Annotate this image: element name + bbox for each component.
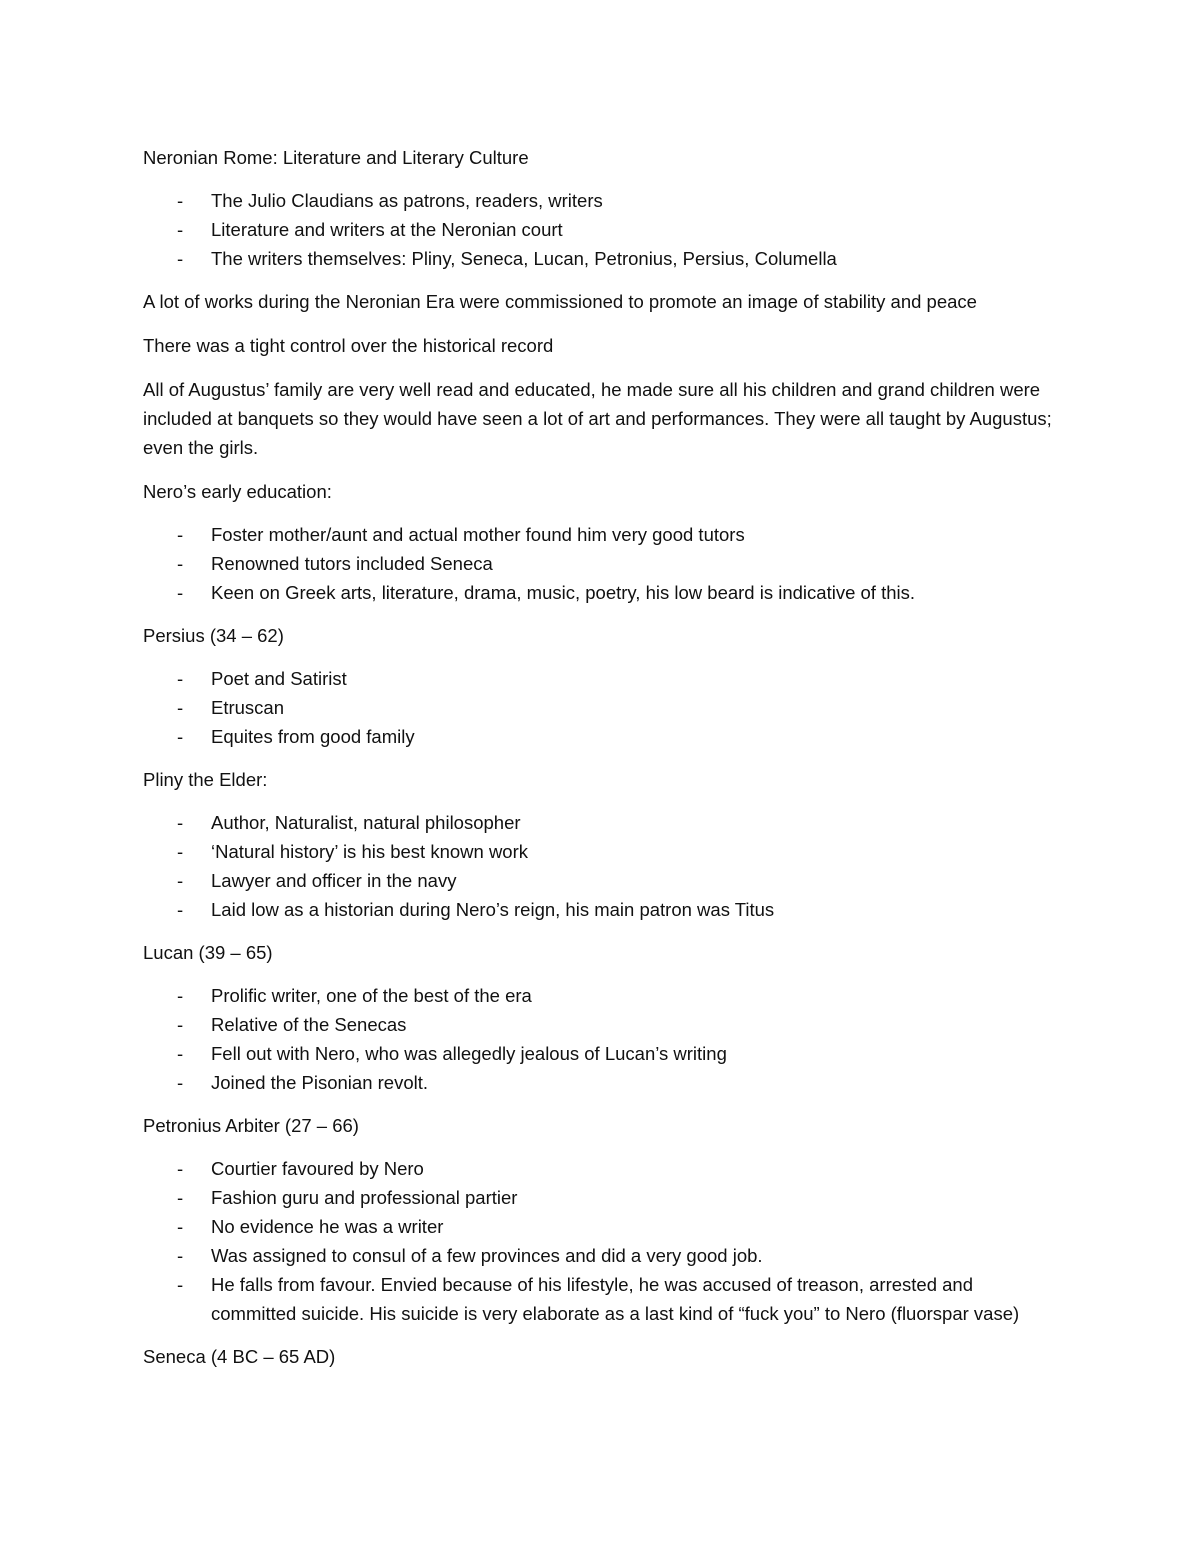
dash-bullet-icon: -: [177, 1216, 184, 1237]
list-item: [143, 549, 1063, 578]
list-item: [143, 895, 1063, 924]
list-item: [143, 1068, 1063, 1097]
dash-bullet-icon: -: [177, 1274, 184, 1295]
list-item: [143, 1270, 1063, 1328]
paragraph: Pliny the Elder:: [143, 769, 268, 790]
list-item: [143, 215, 1063, 244]
list-item: [143, 1212, 1063, 1241]
list-item-text: Foster mother/aunt and actual mother found him very good tutors: [211, 524, 745, 545]
bullet-list: [143, 808, 1063, 924]
dash-bullet-icon: -: [177, 1245, 184, 1266]
list-item: [143, 186, 1063, 215]
dash-bullet-icon: -: [177, 1187, 184, 1208]
paragraph: A lot of works during the Neronian Era were commissioned to promote an image of stability and peace: [143, 291, 977, 312]
paragraph: All of Augustus’ family are very well read and educated, he made sure all his children and grand children were included at banquets so they would have seen a lot of art and performances. They were all taught by Augustus; even the girls.: [143, 379, 1052, 458]
bullet-list: [143, 981, 1063, 1097]
list-item-text: Lawyer and officer in the navy: [211, 870, 457, 891]
dash-bullet-icon: -: [177, 553, 184, 574]
list-item: [143, 1010, 1063, 1039]
list-item-text: Author, Naturalist, natural philosopher: [211, 812, 521, 833]
dash-bullet-icon: -: [177, 1043, 184, 1064]
dash-bullet-icon: -: [177, 1072, 184, 1093]
document-page: [143, 143, 1063, 1386]
dash-bullet-icon: -: [177, 985, 184, 1006]
dash-bullet-icon: -: [177, 668, 184, 689]
list-item-text: Equites from good family: [211, 726, 415, 747]
list-item-text: Renowned tutors included Seneca: [211, 553, 493, 574]
bullet-list: [143, 186, 1063, 273]
paragraph: Lucan (39 – 65): [143, 942, 273, 963]
list-item: [143, 664, 1063, 693]
dash-bullet-icon: -: [177, 1158, 184, 1179]
list-item: [143, 1039, 1063, 1068]
list-item-text: Courtier favoured by Nero: [211, 1158, 424, 1179]
list-item-text: Was assigned to consul of a few provinces and did a very good job.: [211, 1245, 763, 1266]
dash-bullet-icon: -: [177, 582, 184, 603]
paragraph: Petronius Arbiter (27 – 66): [143, 1115, 359, 1136]
bullet-list: [143, 664, 1063, 751]
list-item-text: Etruscan: [211, 697, 285, 718]
list-item-text: The Julio Claudians as patrons, readers, writers: [211, 190, 603, 211]
list-item: [143, 1241, 1063, 1270]
dash-bullet-icon: -: [177, 841, 184, 862]
dash-bullet-icon: -: [177, 219, 184, 240]
list-item-text: Joined the Pisonian revolt.: [211, 1072, 428, 1093]
list-item: [143, 244, 1063, 273]
dash-bullet-icon: -: [177, 812, 184, 833]
list-item: [143, 1183, 1063, 1212]
list-item-text: Literature and writers at the Neronian court: [211, 219, 563, 240]
paragraph: There was a tight control over the historical record: [143, 335, 554, 356]
bullet-list: [143, 1154, 1063, 1328]
list-item: [143, 520, 1063, 549]
list-item: [143, 693, 1063, 722]
dash-bullet-icon: -: [177, 870, 184, 891]
dash-bullet-icon: -: [177, 899, 184, 920]
list-item: [143, 1154, 1063, 1183]
list-item-text: He falls from favour. Envied because of his lifestyle, he was accused of treason, arrested and committed suicide. His suicide is very elaborate as a last kind of “fuck you” to Nero (fluorspar vase): [211, 1274, 1020, 1324]
dash-bullet-icon: -: [177, 524, 184, 545]
list-item: [143, 866, 1063, 895]
list-item-text: Poet and Satirist: [211, 668, 347, 689]
dash-bullet-icon: -: [177, 190, 184, 211]
dash-bullet-icon: -: [177, 248, 184, 269]
document-title: Neronian Rome: Literature and Literary Culture: [143, 147, 529, 168]
list-item-text: Relative of the Senecas: [211, 1014, 407, 1035]
list-item-text: The writers themselves: Pliny, Seneca, Lucan, Petronius, Persius, Columella: [211, 248, 837, 269]
list-item-text: No evidence he was a writer: [211, 1216, 444, 1237]
dash-bullet-icon: -: [177, 1014, 184, 1035]
dash-bullet-icon: -: [177, 697, 184, 718]
list-item-text: ‘Natural history’ is his best known work: [211, 841, 529, 862]
list-item-text: Fashion guru and professional partier: [211, 1187, 518, 1208]
list-item: [143, 808, 1063, 837]
list-item: [143, 981, 1063, 1010]
paragraph: Seneca (4 BC – 65 AD): [143, 1346, 336, 1367]
list-item: [143, 722, 1063, 751]
list-item-text: Fell out with Nero, who was allegedly jealous of Lucan’s writing: [211, 1043, 727, 1064]
list-item-text: Prolific writer, one of the best of the era: [211, 985, 532, 1006]
bullet-list: [143, 520, 1063, 607]
list-item-text: Laid low as a historian during Nero’s reign, his main patron was Titus: [211, 899, 775, 920]
paragraph: Nero’s early education:: [143, 481, 332, 502]
list-item-text: Keen on Greek arts, literature, drama, music, poetry, his low beard is indicative of this.: [211, 582, 915, 603]
paragraph: Persius (34 – 62): [143, 625, 284, 646]
list-item: [143, 837, 1063, 866]
list-item: [143, 578, 1063, 607]
dash-bullet-icon: -: [177, 726, 184, 747]
